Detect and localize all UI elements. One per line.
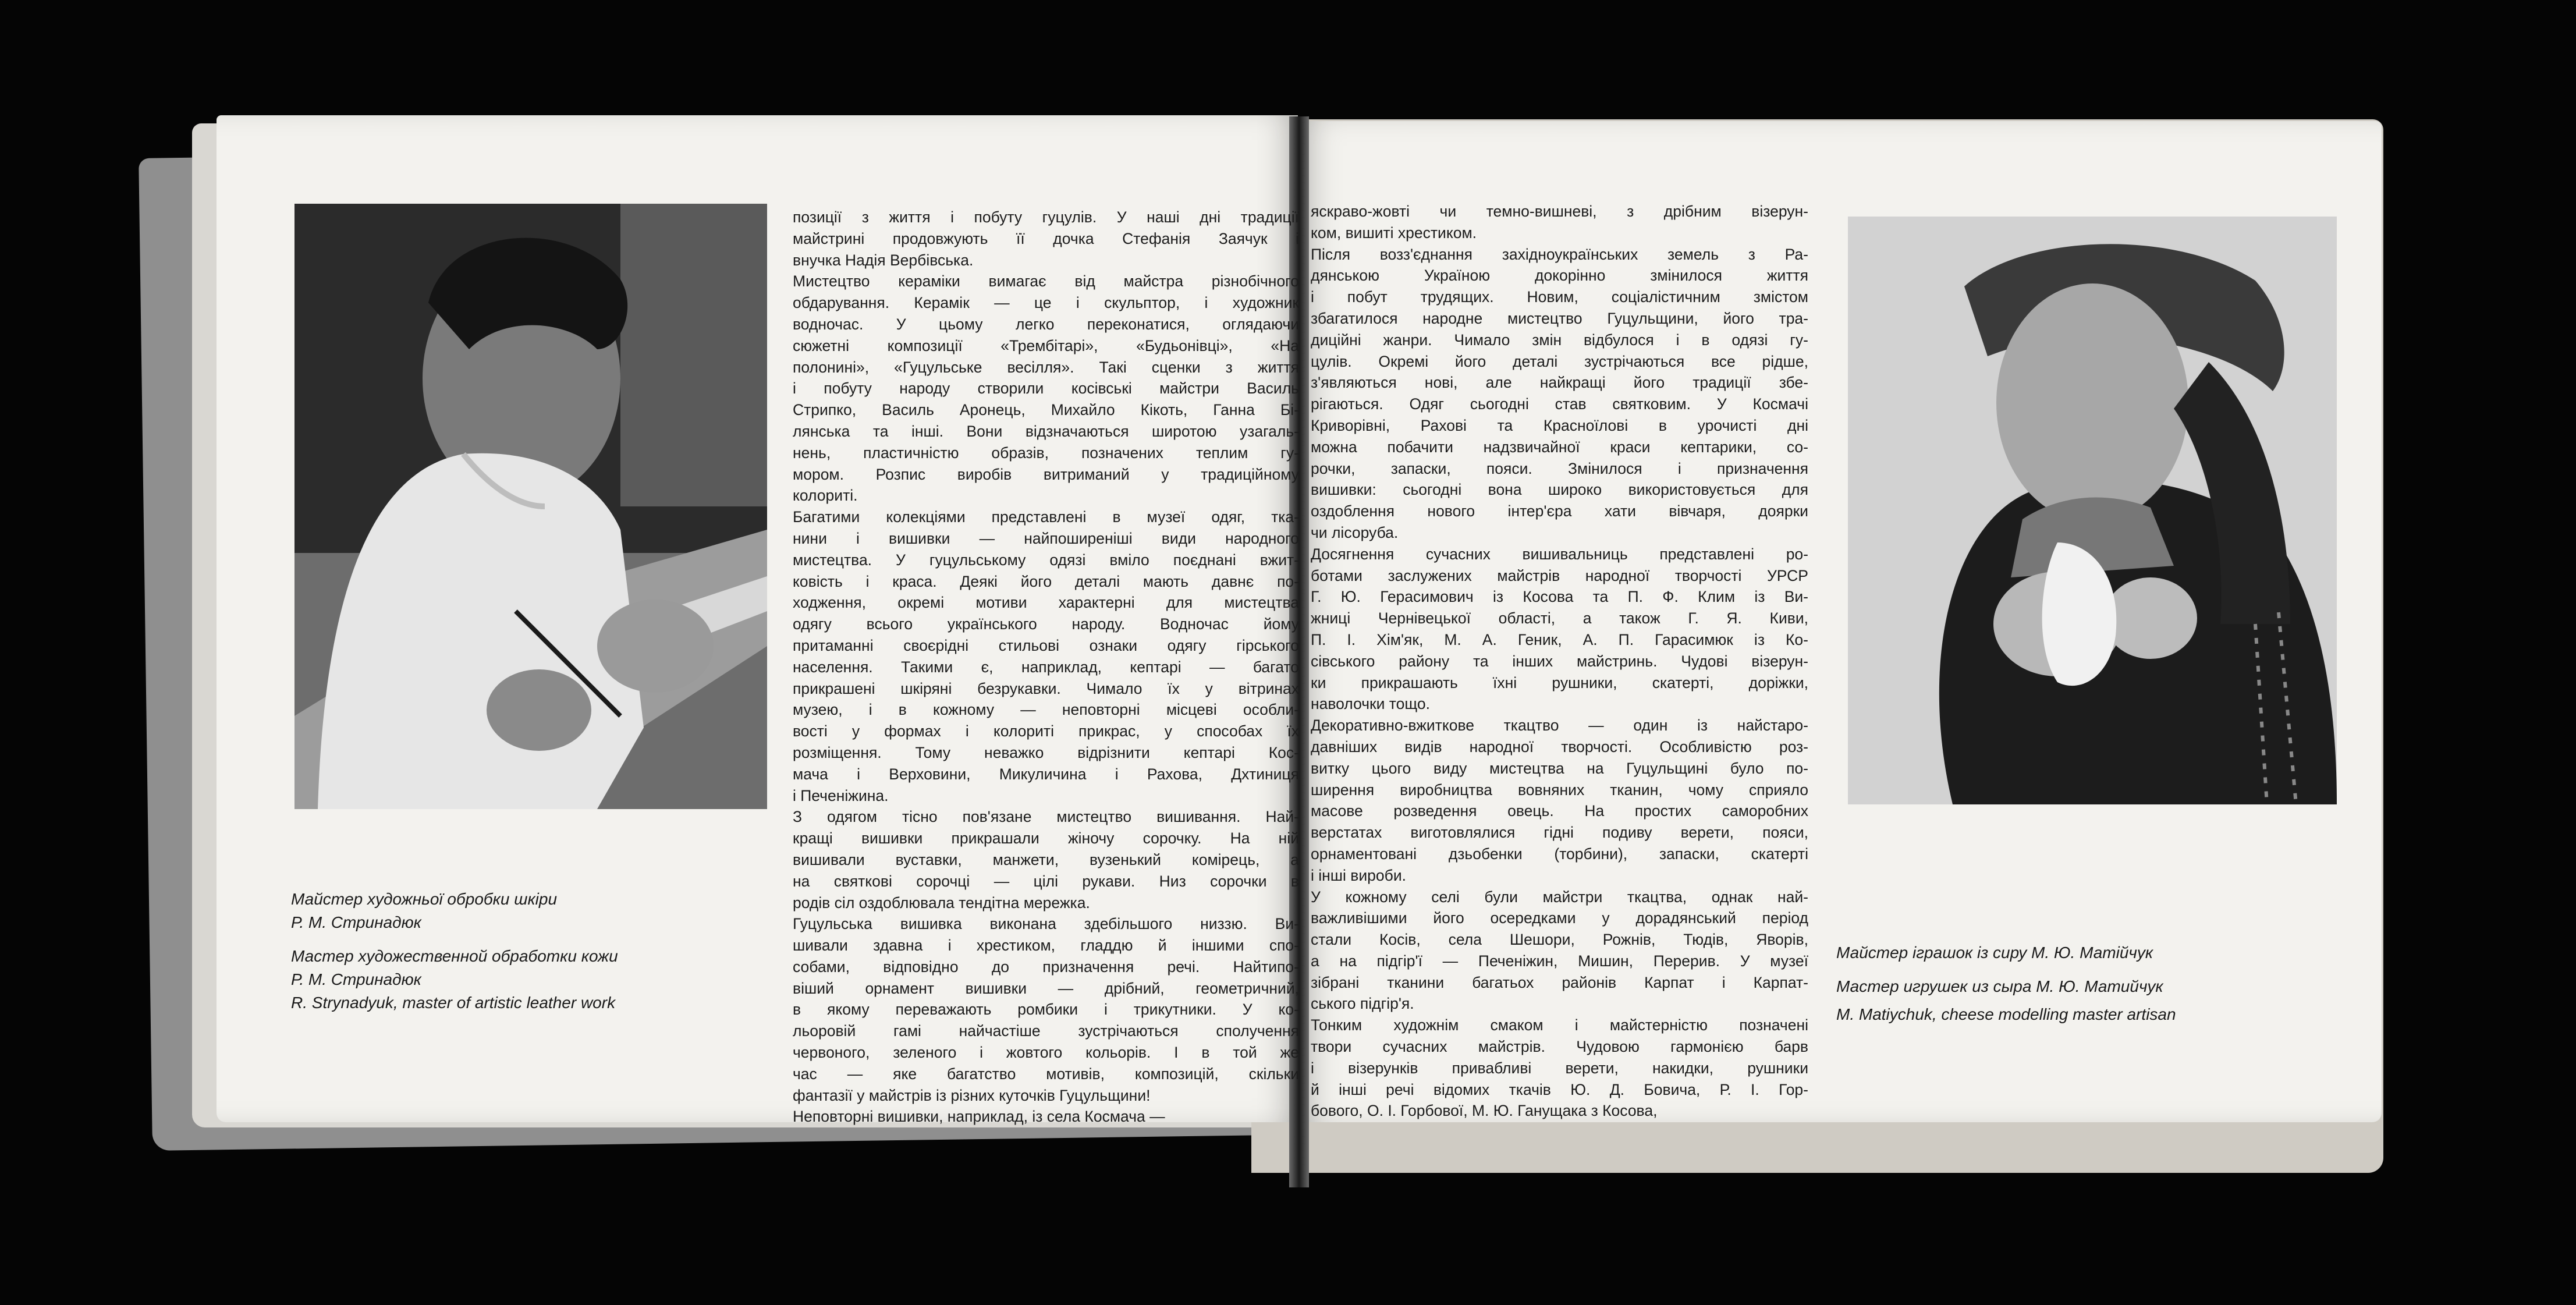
text-line: і інші вироби. xyxy=(1311,866,1406,884)
text-line: Стрипко, Василь Аронець, Михайло Кікоть, Ганна Бі- xyxy=(793,401,1299,419)
right-photo-caption xyxy=(1836,941,2302,1026)
text-line: давніших видів народної творчості. Особливістю роз- xyxy=(1311,737,1808,756)
craftsman-photo-illustration xyxy=(294,204,767,809)
text-line: фантазії у майстрів із різних куточків Гуцульщини! xyxy=(793,1086,1151,1104)
text-line: Неповторні вишивки, наприклад, із села Космача — xyxy=(793,1108,1165,1126)
text-line: З одягом тісно пов'язане мистецтво вишивання. Най- xyxy=(793,808,1299,826)
text-line: нини і вишивки — найпоширеніші види народного xyxy=(793,529,1299,547)
text-line: твори сучасних майстрів. Чудовою гармонією барв xyxy=(1311,1038,1808,1056)
text-line: і візерунків привабливі верети, накидки, рушники xyxy=(1311,1059,1808,1077)
text-line: вості у формах і колориті прикрас, у способах їх xyxy=(793,722,1299,740)
text-line: ходження, окремі мотиви характерні для мистецтва xyxy=(793,594,1299,612)
text-line: жниці Чернівецької області, а також Г. Я. Киви, xyxy=(1311,609,1808,627)
caption-ukrainian-line1: Майстер художньої обробки шкіри xyxy=(291,890,558,908)
text-line: можна побачити надзвичайної краси кептарики, со- xyxy=(1311,438,1808,456)
text-line: шивали здавна і хрестиком, гладдю й іншими спо- xyxy=(793,937,1299,955)
text-line: Декоративно-вжиткове ткацтво — один із найстаро- xyxy=(1311,717,1808,735)
text-line: важливішими його осередками у дорадянський період xyxy=(1311,909,1808,927)
text-line: збагатилося народне мистецтво Гуцульщини, його тра- xyxy=(1311,309,1808,327)
caption-russian-line1: Мастер художественной обработки кожи xyxy=(291,947,618,965)
text-line: П. І. Хім'як, М. А. Геник, А. П. Гарасимюк із Ко- xyxy=(1311,630,1808,648)
text-line: ботами заслужених майстрів народної творчості УРСР xyxy=(1311,566,1808,584)
text-line: внучка Надія Вербівська. xyxy=(793,251,974,269)
text-line: прикрашені шкіряні безрукавки. Чимало їх у вітринах xyxy=(793,679,1299,697)
text-line: лянська та інші. Вони відзначаються широтою узагаль- xyxy=(793,422,1299,440)
text-line: оздоблення нового інтер'єра хати вівчаря, доярки xyxy=(1311,502,1808,520)
text-line: ширення виробництва вовняних тканин, чому сприяло xyxy=(1311,781,1808,799)
text-line: полонині», «Гуцульське весілля». Такі сценки з життя xyxy=(793,358,1299,376)
text-line: ки прикрашають їхні рушники, скатерті, доріжки, xyxy=(1311,673,1808,691)
text-line: ковість і краса. Деякі його деталі мають давнє по- xyxy=(793,572,1299,590)
text-line: з'являються нові, але найкращі його традиції збе- xyxy=(1311,374,1808,392)
left-text-column xyxy=(793,207,1299,1127)
text-line: водночас. У цьому легко переконатися, оглядаючи xyxy=(793,315,1299,333)
text-line: чи лісоруба. xyxy=(1311,523,1399,541)
text-line: У кожному селі були майстри ткацтва, однак най- xyxy=(1311,888,1808,906)
text-line: сівського району та інших майстринь. Чудові візерун- xyxy=(1311,652,1808,670)
text-line: й інші речі відомих ткачів Ю. Д. Бовича, Р. І. Гор- xyxy=(1311,1080,1808,1098)
text-line: притаманні своєрідні стильові ознаки одягу гірського xyxy=(793,636,1299,654)
text-line: нень, пластичністю образів, позначених теплим гу- xyxy=(793,444,1299,462)
text-line: обдарування. Керамік — це і скульптор, і художник xyxy=(793,294,1299,312)
text-line: колориті. xyxy=(793,487,858,505)
text-line: на святкові сорочці — цілі рукави. Низ сорочки в xyxy=(793,872,1299,890)
text-line: мача і Верховини, Микуличина і Рахова, Дхтиниця xyxy=(793,765,1299,783)
text-line: орнаментовані дзьобенки (торбини), запаски, скатерті xyxy=(1311,845,1808,863)
right-text-column xyxy=(1311,201,1808,1122)
text-line: Після возз'єднання західноукраїнських земель з Ра- xyxy=(1311,245,1808,263)
text-line: населення. Такими є, наприклад, кептарі — багато xyxy=(793,658,1299,676)
text-line: родів сіл оздоблювала тендітна мережка. xyxy=(793,893,1090,912)
caption-english: M. Matiychuk, cheese modelling master artisan xyxy=(1836,1005,2176,1023)
caption-ukrainian-line2: Р. М. Стринадюк xyxy=(291,913,421,931)
text-line: Криворівні, Рахові та Красноїлові в урочисті дні xyxy=(1311,416,1808,434)
text-line: час — яке багатство мотивів, композицій, скільки xyxy=(793,1065,1299,1083)
text-line: мистецтва. У гуцульському одязі вміло поєднані вжит- xyxy=(793,551,1299,569)
left-photo-caption xyxy=(291,888,710,1015)
text-line: червоного, зеленого і жовтого кольорів. І в той же xyxy=(793,1044,1299,1062)
caption-english: R. Strynadyuk, master of artistic leather work xyxy=(291,994,616,1012)
text-line: і побут трудящих. Новим, соціалістичним змістом xyxy=(1311,288,1808,306)
caption-russian-line2: Р. М. Стринадюк xyxy=(291,970,421,988)
text-line: розміщення. Тому неважко відрізнити кептарі Кос- xyxy=(793,743,1299,761)
text-line: вишивали вуставки, манжети, вузенький комірець, а xyxy=(793,850,1299,868)
text-line: бового, О. І. Горбової, М. Ю. Ганущака з Косова, xyxy=(1311,1102,1658,1120)
text-line: витку цього виду мистецтва на Гуцульщині було по- xyxy=(1311,759,1808,777)
text-line: цулів. Окремі його деталі зустрічаються все рідше, xyxy=(1311,352,1808,370)
text-line: Досягнення сучасних вишивальниць представлені ро- xyxy=(1311,545,1808,563)
text-line: мором. Розпис виробів витриманий у традиційному xyxy=(793,465,1299,483)
text-line: дянською Україною докорінно змінилося життя xyxy=(1311,267,1808,285)
text-line: Гуцульська вишивка виконана здебільшого низзю. Ви- xyxy=(793,915,1299,933)
text-line: Мистецтво кераміки вимагає від майстра різнобічного xyxy=(793,272,1299,290)
text-line: яскраво-жовті чи темно-вишневі, з дрібним візерун- xyxy=(1311,203,1808,220)
text-line: музею, і в кожному — неповторні місцеві особли- xyxy=(793,701,1299,719)
left-photo xyxy=(294,204,767,809)
text-line: і Печеніжина. xyxy=(793,786,889,804)
text-line: рочки, запаски, пояси. Змінилося і призначення xyxy=(1311,459,1808,477)
text-line: ського підгір'я. xyxy=(1311,995,1414,1013)
text-line: масове розведення овець. На простих саморобних xyxy=(1311,802,1808,820)
text-line: вишивки: сьогодні вона широко використовується для xyxy=(1311,481,1808,499)
text-line: диційні жанри. Чимало змін відбулося і в одязі гу- xyxy=(1311,331,1808,349)
text-line: Тонким художнім смаком і майстерністю позначені xyxy=(1311,1016,1808,1034)
text-line: льоровій гамі найчастіше зустрічаються сполучення xyxy=(793,1022,1299,1040)
caption-russian: Мастер игрушек из сыра М. Ю. Матийчук xyxy=(1836,977,2163,995)
text-line: рігаються. Одяг сьогодні став святковим. У Космачі xyxy=(1311,395,1808,413)
text-line: ком, вишиті хрестиком. xyxy=(1311,224,1477,242)
text-line: і побуту народу створили косівські майстри Василь xyxy=(793,380,1299,398)
text-line: а на підгір'ї — Печеніжин, Мишин, Перерив. У музеї xyxy=(1311,952,1808,970)
right-photo xyxy=(1848,217,2337,804)
text-line: Багатими колекціями представлені в музеї одяг, тка- xyxy=(793,508,1299,526)
text-line: майстрині продовжують її дочка Стефанія Заячук і xyxy=(793,229,1299,247)
text-line: позиції з життя і побуту гуцулів. У наші дні традиції xyxy=(793,208,1299,226)
text-line: одягу всього українського народу. Водночас йому xyxy=(793,615,1299,633)
text-line: віший орнамент вишивки — дрібний, геометричний, xyxy=(793,979,1299,997)
caption-ukrainian: Майстер іграшок із сиру М. Ю. Матійчук xyxy=(1836,944,2153,962)
text-line: кращі вишивки прикрашали жіночу сорочку. На ній xyxy=(793,829,1299,847)
text-line: сюжетні композиції «Трембітарі», «Будьонівці», «На xyxy=(793,336,1299,354)
text-line: в якому переважають ромбики і трикутники. У ко- xyxy=(793,1001,1299,1019)
text-line: зібрані тканини багатьох районів Карпат і Карпат- xyxy=(1311,973,1808,991)
text-line: стали Косів, села Шешори, Рожнів, Тюдів, Яворів, xyxy=(1311,931,1808,949)
text-line: собами, відповідно до призначення речі. Найтипо- xyxy=(793,958,1299,976)
text-line: верстатах виготовлялися гідні подиву верети, пояси, xyxy=(1311,824,1808,842)
text-line: наволочки тощо. xyxy=(1311,695,1430,713)
artisan-photo-illustration xyxy=(1848,217,2337,804)
text-line: Г. Ю. Герасимович із Косова та П. Ф. Клим із Ви- xyxy=(1311,588,1808,606)
